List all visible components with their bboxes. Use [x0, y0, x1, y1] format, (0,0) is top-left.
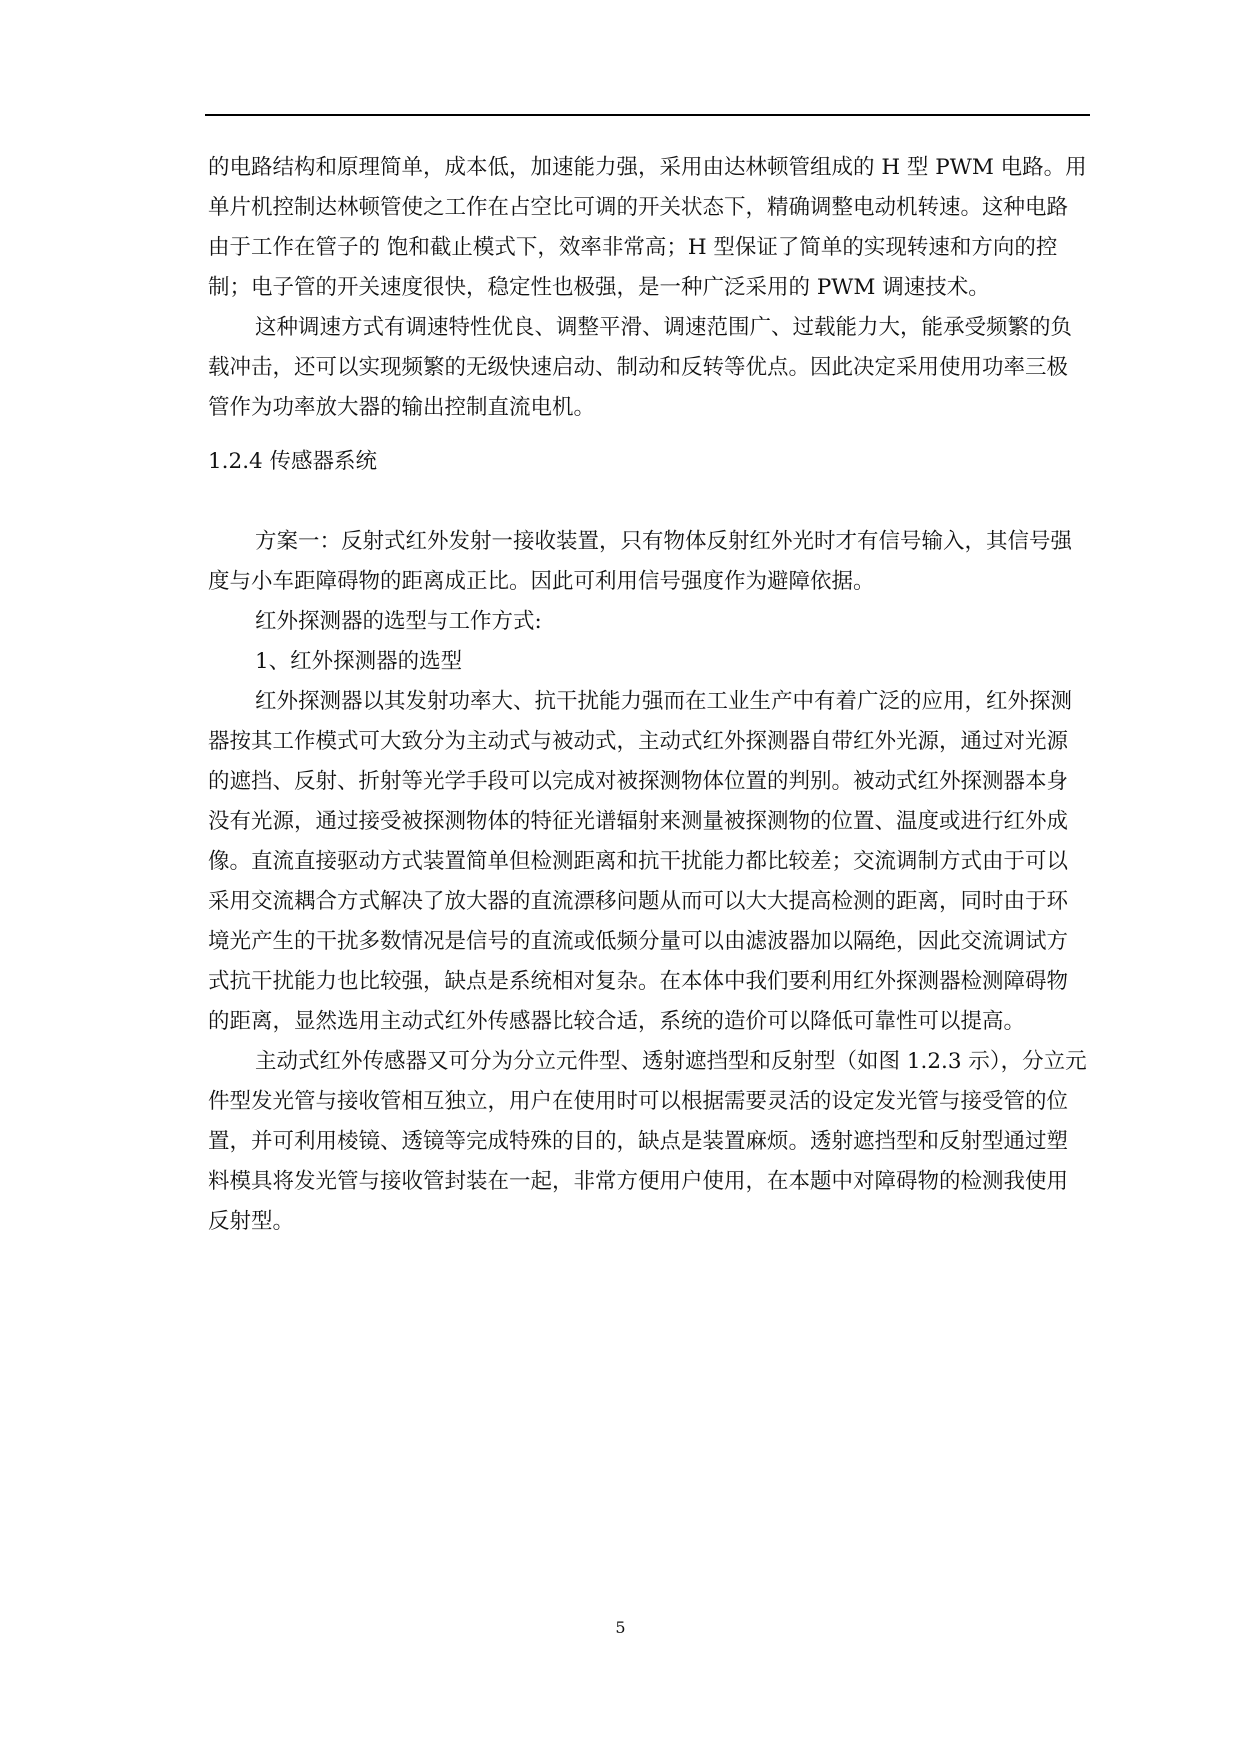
paragraph-detector-selection-item: 1、红外探测器的选型: [255, 649, 463, 674]
section-heading: 1.2.4 传感器系统: [208, 449, 378, 474]
body-text: [208, 148, 1088, 1242]
page-number: 5: [615, 1618, 626, 1637]
paragraph-active-sensor-types: 主动式红外传感器又可分为分立元件型、透射遮挡型和反射型（如图 1.2.3 示），分立元件型发光管与接收管相互独立，用户在使用时可以根据需要灵活的设定发光管与接受管的位置，并可利用棱镜、透镜等完成特殊的目的，缺点是装置麻烦。透射遮挡型和反射型通过塑料模具将发光管与接收管封装在一起，非常方便用户使用，在本题中对障碍物的检测我使用反射型。: [208, 1049, 1087, 1234]
paragraph-speed-control: 这种调速方式有调速特性优良、调整平滑、调速范围广、过载能力大，能承受频繁的负载冲击，还可以实现频繁的无级快速启动、制动和反转等优点。因此决定采用使用功率三极管作为功率放大器的输出控制直流电机。: [208, 315, 1073, 420]
header-rule: [205, 114, 1090, 116]
paragraph-pwm-circuit: 的电路结构和原理简单，成本低，加速能力强，采用由达林顿管组成的 H 型 PWM 电路。用单片机控制达林顿管使之工作在占空比可调的开关状态下，精确调整电动机转速。这种电路由于工作在管子的 饱和截止模式下，效率非常高；H 型保证了简单的实现转速和方向的控制；电子管的开关速度很快，稳定性也极强，是一种广泛采用的 PWM 调速技术。: [208, 155, 1087, 300]
paragraph-detector-selection-title: 红外探测器的选型与工作方式:: [255, 609, 542, 634]
paragraph-detector-description: 红外探测器以其发射功率大、抗干扰能力强而在工业生产中有着广泛的应用，红外探测器按其工作模式可大致分为主动式与被动式，主动式红外探测器自带红外光源，通过对光源的遮挡、反射、折射等光学手段可以完成对被探测物体位置的判别。被动式红外探测器本身没有光源，通过接受被探测物体的特征光谱辐射来测量被探测物的位置、温度或进行红外成像。直流直接驱动方式装置简单但检测距离和抗干扰能力都比较差；交流调制方式由于可以采用交流耦合方式解决了放大器的直流漂移问题从而可以大大提高检测的距离，同时由于环境光产生的干扰多数情况是信号的直流或低频分量可以由滤波器加以隔绝，因此交流调试方式抗干扰能力也比较强，缺点是系统相对复杂。在本体中我们要利用红外探测器检测障碍物的距离，显然选用主动式红外传感器比较合适，系统的造价可以降低可靠性可以提高。: [208, 689, 1073, 1034]
paragraph-scheme-one: 方案一：反射式红外发射一接收装置，只有物体反射红外光时才有信号输入，其信号强度与小车距障碍物的距离成正比。因此可利用信号强度作为避障依据。: [208, 529, 1073, 594]
